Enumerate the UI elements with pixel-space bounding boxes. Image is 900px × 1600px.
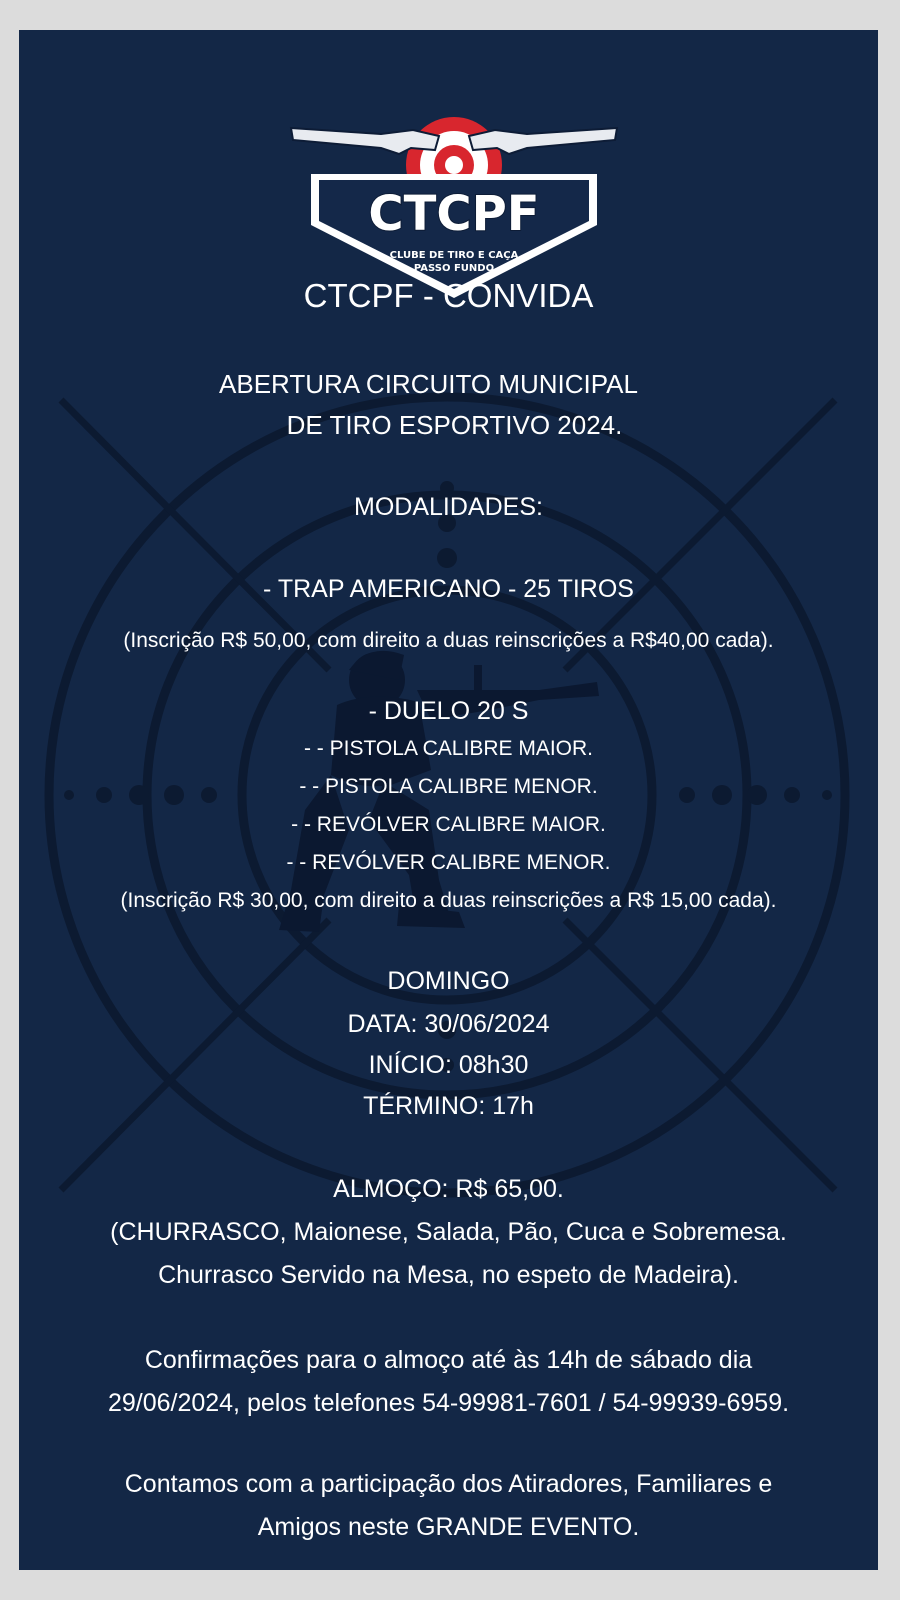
duel-item: - - PISTOLA CALIBRE MENOR. <box>299 775 598 798</box>
duel-item: - - REVÓLVER CALIBRE MENOR. <box>286 851 611 874</box>
schedule-date: DATA: 30/06/2024 <box>347 1010 550 1038</box>
logo-subtitle-line2: PASSO FUNDO <box>413 263 495 274</box>
trap-fee: (Inscrição R$ 50,00, com direito a duas reinscrições a R$40,00 cada). <box>123 629 774 652</box>
duel-item: - - REVÓLVER CALIBRE MAIOR. <box>291 813 606 836</box>
logo-subtitle-line1: CLUBE DE TIRO E CAÇA <box>389 250 519 261</box>
duel-fee: (Inscrição R$ 30,00, com direito a duas reinscrições a R$ 15,00 cada). <box>120 889 777 912</box>
lunch-price: ALMOÇO: R$ 65,00. <box>333 1175 564 1203</box>
confirmation-line1: Confirmações para o almoço até às 14h de sábado dia <box>144 1346 753 1374</box>
schedule-day: DOMINGO <box>387 967 510 995</box>
event-title-line1: ABERTURA CIRCUITO MUNICIPAL <box>219 369 638 399</box>
event-poster <box>19 30 878 1570</box>
event-title-line2: DE TIRO ESPORTIVO 2024. <box>286 410 623 440</box>
headline: CTCPF - CONVIDA <box>303 277 594 314</box>
closing-line1: Contamos com a participação dos Atiradores, Familiares e <box>124 1470 773 1498</box>
duel-item: - - PISTOLA CALIBRE MAIOR. <box>303 737 594 760</box>
ctcpf-club-logo <box>289 90 619 305</box>
modalities-heading: MODALIDADES: <box>354 493 543 521</box>
schedule-end: TÉRMINO: 17h <box>363 1092 534 1120</box>
logo-wordmark: CTCPF <box>368 186 540 242</box>
trap-title: - TRAP AMERICANO - 25 TIROS <box>263 575 634 603</box>
schedule-start: INÍCIO: 08h30 <box>368 1051 529 1079</box>
closing-line2: Amigos neste GRANDE EVENTO. <box>257 1513 640 1541</box>
confirmation-line2: 29/06/2024, pelos telefones 54-99981-7601 / 54-99939-6959. <box>107 1389 790 1417</box>
lunch-menu-line2: Churrasco Servido na Mesa, no espeto de Madeira). <box>158 1261 739 1289</box>
duel-title: - DUELO 20 S <box>368 697 529 725</box>
lunch-menu-line1: (CHURRASCO, Maionese, Salada, Pão, Cuca e Sobremesa. <box>110 1218 787 1246</box>
